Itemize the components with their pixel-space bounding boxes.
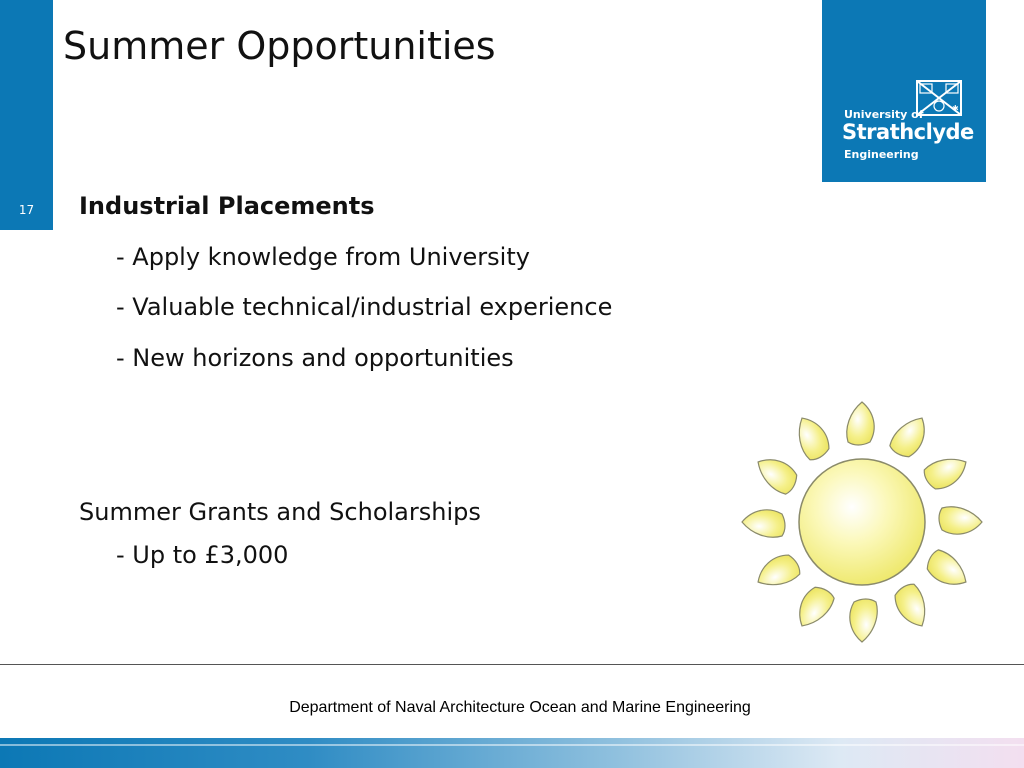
footer-department-name: Department of Naval Architecture Ocean and Marine Engineering [289, 699, 751, 716]
footer-divider [0, 664, 1024, 665]
university-logo [822, 0, 986, 182]
logo-engineering: Engineering [844, 148, 919, 161]
slide-number: 17 [18, 203, 35, 217]
list-item: - Valuable technical/industrial experience [116, 293, 613, 321]
list-item: - Apply knowledge from University [116, 243, 530, 271]
section-heading-industrial-placements: Industrial Placements [79, 192, 375, 220]
left-accent-band [0, 0, 53, 230]
logo-university-of: University of [844, 108, 924, 121]
list-item: - Up to £3,000 [116, 541, 289, 569]
list-item: - New horizons and opportunities [116, 344, 514, 372]
logo-strathclyde: Strathclyde [842, 120, 974, 144]
slide-title: Summer Opportunities [63, 24, 496, 68]
footer-gradient-bar [0, 738, 1024, 768]
section-heading-summer-grants: Summer Grants and Scholarships [79, 498, 481, 526]
svg-text:✱: ✱ [952, 104, 959, 113]
sun-icon [732, 392, 1002, 667]
